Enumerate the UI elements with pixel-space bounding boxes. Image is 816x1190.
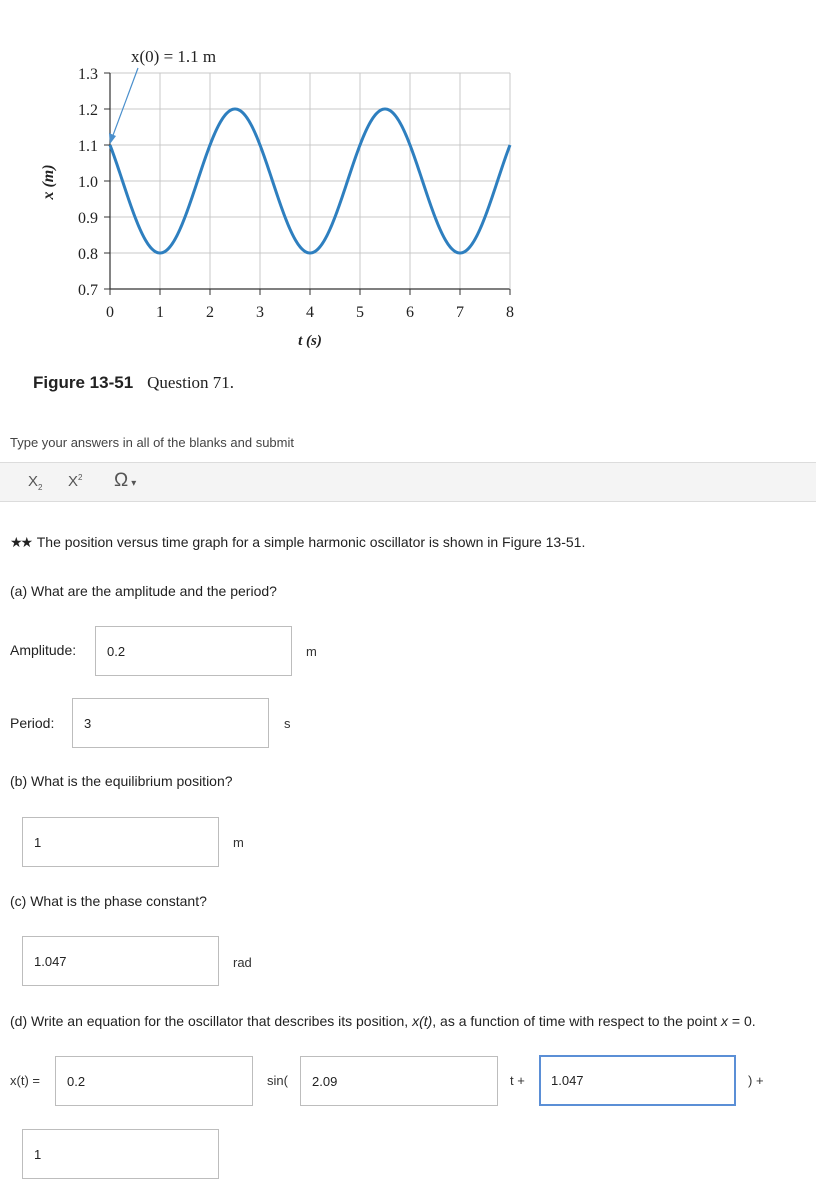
special-characters-button[interactable]	[114, 470, 136, 492]
superscript-button[interactable]: $X^2$	[68, 473, 83, 490]
annotation-label: x(0) = 1.1 m	[131, 47, 217, 66]
formatting-toolbar	[0, 462, 816, 502]
x-axis-label: t (s)	[298, 333, 322, 349]
angular-frequency-input[interactable]	[300, 1056, 498, 1106]
amplitude-unit: m	[306, 644, 317, 659]
instructions: Type your answers in all of the blanks and submit	[10, 435, 294, 450]
equation-phase-input[interactable]	[539, 1055, 736, 1106]
chevron-down-icon: ▾	[131, 478, 137, 489]
x-tick-label: 6	[406, 304, 414, 321]
amplitude-input[interactable]	[95, 626, 292, 676]
t-plus-label: t +	[510, 1073, 525, 1088]
equation-offset-input[interactable]	[22, 1129, 219, 1179]
subscript-button[interactable]: $X_2$	[28, 473, 43, 492]
omega-icon: Ω	[114, 470, 129, 491]
grid-lines	[110, 73, 510, 289]
part-c-prompt: (c) What is the phase constant?	[10, 893, 207, 909]
phase-constant-input[interactable]	[22, 936, 219, 986]
part-a-prompt: (a) What are the amplitude and the period?	[10, 583, 277, 599]
y-tick-label: 1.1	[78, 138, 98, 155]
y-tick-label: 0.7	[78, 282, 98, 299]
close-plus-label: ) +	[748, 1073, 764, 1088]
equation-amplitude-input[interactable]	[55, 1056, 253, 1106]
part-b-prompt: (b) What is the equilibrium position?	[10, 773, 233, 789]
question-body: The position versus time graph for a simple harmonic oscillator is shown in Figure 13-51.	[36, 534, 586, 550]
y-tick-label: 0.8	[78, 246, 98, 263]
equilibrium-unit: m	[233, 835, 244, 850]
x-tick-label: 3	[256, 304, 264, 321]
x-tick-label: 7	[456, 304, 464, 321]
axes	[104, 73, 510, 295]
period-label: Period:	[10, 715, 55, 731]
x-tick-label: 0	[106, 304, 114, 321]
y-tick-label: 1.3	[78, 66, 98, 83]
y-tick-labels	[78, 66, 98, 299]
part-d-prompt: (d) Write an equation for the oscillator that describes its position, x(t), as a function of time with respect to the point x = 0.	[10, 1013, 756, 1029]
annotation-arrow-head	[109, 133, 116, 144]
y-tick-label: 1.0	[78, 174, 98, 191]
x-tick-label: 2	[206, 304, 214, 321]
figure-caption-text: Question 71.	[147, 373, 235, 392]
amplitude-label: Amplitude:	[10, 642, 77, 658]
y-tick-label: 0.9	[78, 210, 98, 227]
period-input[interactable]	[72, 698, 269, 748]
question-text	[10, 534, 585, 551]
position-time-graph	[0, 0, 560, 360]
y-axis-label: x (m)	[40, 164, 57, 200]
y-tick-label: 1.2	[78, 102, 98, 119]
difficulty-stars: ★★	[10, 534, 32, 550]
x-tick-label: 8	[506, 304, 514, 321]
x-tick-label: 5	[356, 304, 364, 321]
figure-number: Figure 13-51	[33, 373, 134, 392]
annotation-arrow-line	[112, 68, 138, 138]
x-tick-label: 1	[156, 304, 164, 321]
x-tick-labels	[106, 304, 514, 321]
equation-lhs: x(t) =	[10, 1073, 40, 1088]
sin-label: sin(	[267, 1073, 288, 1088]
figure-caption	[33, 373, 234, 393]
x-tick-label: 4	[306, 304, 314, 321]
period-unit: s	[284, 716, 291, 731]
phase-constant-unit: rad	[233, 955, 252, 970]
equilibrium-input[interactable]	[22, 817, 219, 867]
